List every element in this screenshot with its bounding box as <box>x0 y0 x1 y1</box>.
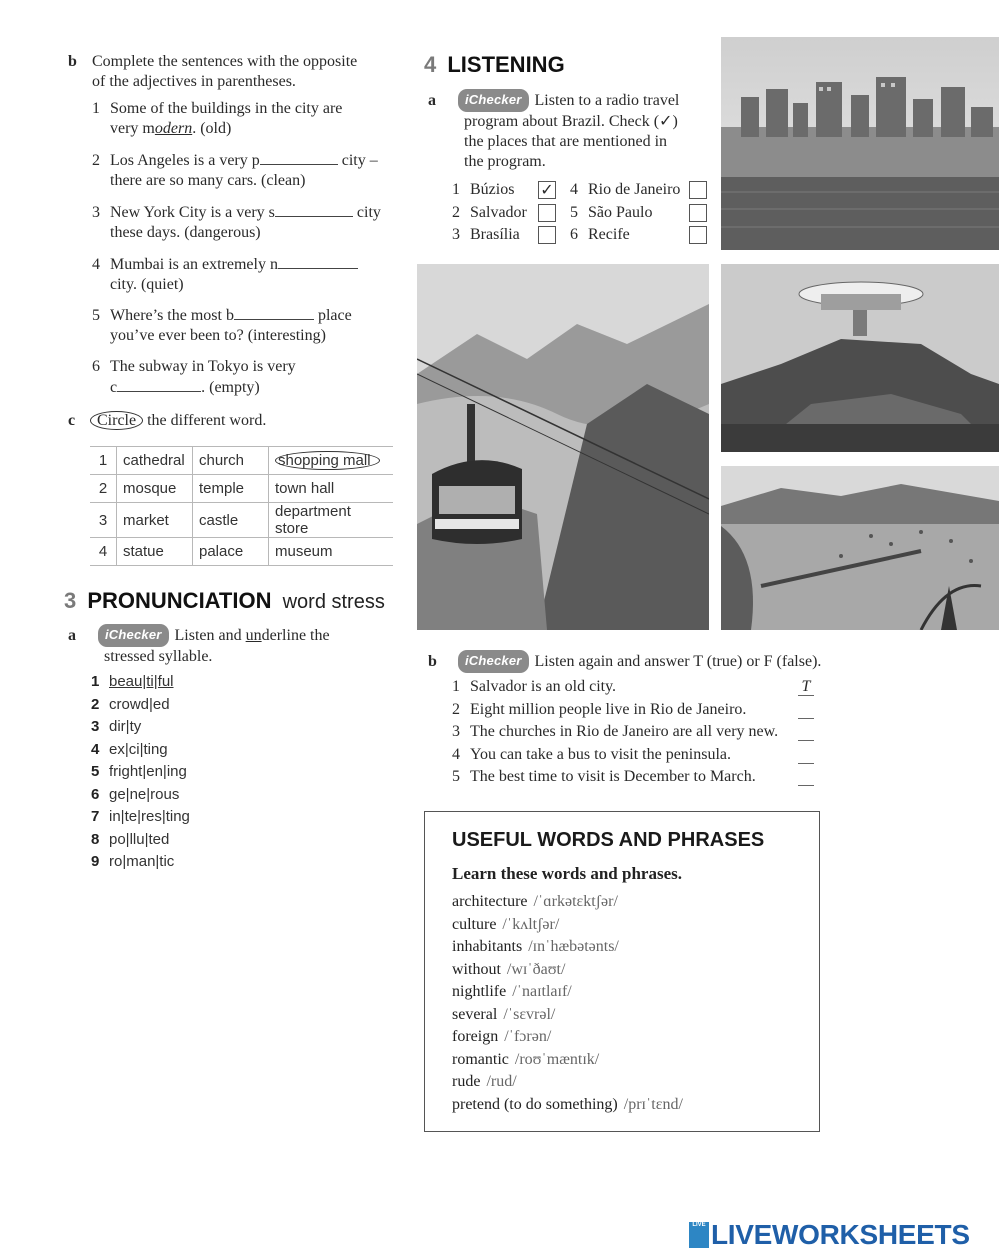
item-number: 2 <box>92 152 100 169</box>
vocab-word: architecture <box>452 893 528 910</box>
word-syllables[interactable]: ge|ne|rous <box>109 785 180 803</box>
row-number: 3 <box>90 503 117 538</box>
item-number: 5 <box>91 763 100 780</box>
answer-field[interactable] <box>798 701 814 719</box>
list-item <box>92 202 402 254</box>
list-item <box>91 739 291 762</box>
word-option[interactable] <box>269 447 394 475</box>
exercise-label: a <box>428 92 436 109</box>
vocab-item <box>452 1004 812 1027</box>
item-number: 2 <box>452 203 460 221</box>
item-text: Mumbai is an extremely n <box>110 256 278 273</box>
word-syllables[interactable]: fright|en|ing <box>109 763 187 780</box>
item-text: city <box>352 204 381 221</box>
vocab-item <box>452 981 812 1004</box>
vocab-item <box>452 891 812 914</box>
item-text: The churches in Rio de Janeiro are all very new. <box>470 723 779 740</box>
answer-field[interactable] <box>798 723 814 741</box>
list-item <box>452 766 822 789</box>
section-heading-listening <box>424 52 565 78</box>
vocab-word: romantic <box>452 1050 509 1068</box>
listening-b <box>428 650 868 673</box>
vocab-item <box>452 936 812 959</box>
place-name: Búzios <box>470 181 515 198</box>
exercise-b <box>68 52 398 92</box>
word-syllables[interactable]: ex|ci|ting <box>109 740 168 758</box>
exercise-label: c <box>68 412 76 429</box>
table-row <box>90 538 393 566</box>
answer-field[interactable] <box>260 150 338 165</box>
item-number: 4 <box>452 745 460 763</box>
vocab-word: rude <box>452 1073 481 1090</box>
box-subtitle: Learn these words and phrases. <box>452 864 682 883</box>
item-text: you’ve ever been to? (interesting) <box>110 327 326 344</box>
instruction: of the adjectives in parentheses. <box>92 73 296 90</box>
item-text: You can take a bus to visit the peninsula. <box>470 745 732 763</box>
ichecker-icon[interactable]: iChecker <box>458 650 529 673</box>
logo-badge-icon: LIVE <box>689 1222 709 1248</box>
item-text: very m <box>110 120 155 137</box>
checkbox[interactable] <box>689 181 707 199</box>
item-text: The best time to visit is December to March. <box>470 768 756 785</box>
list-item <box>91 671 291 694</box>
word-option[interactable]: palace <box>193 538 269 566</box>
word-option[interactable]: market <box>117 503 193 538</box>
word-option[interactable]: castle <box>193 503 269 538</box>
instruction: un <box>245 627 262 644</box>
instruction: derline the <box>261 627 330 644</box>
item-text: Eight million people live in Rio de Janeiro. <box>470 700 747 718</box>
listening-a <box>428 89 718 172</box>
place-name: Salvador <box>470 203 527 221</box>
pronunciation-a <box>68 624 398 667</box>
place-name: Brasília <box>470 226 520 243</box>
item-text: New York City is a very s <box>110 204 275 221</box>
vocab-ipa: /prɪˈtɛnd/ <box>623 1095 683 1113</box>
item-number: 6 <box>91 785 100 803</box>
item-number: 1 <box>91 673 100 690</box>
item-number: 6 <box>92 358 100 375</box>
buzios-bay-photo <box>721 466 999 630</box>
item-text: Some of the buildings in the city are <box>110 100 343 117</box>
item-text: there are so many cars. (clean) <box>110 172 306 189</box>
list-item <box>91 806 291 829</box>
vocab-ipa: /ɪnˈhæbətənts/ <box>528 938 619 955</box>
item-number: 4 <box>570 181 578 198</box>
word-option[interactable]: church <box>193 447 269 475</box>
word-option[interactable]: temple <box>193 475 269 503</box>
vocab-item <box>452 959 812 982</box>
word-option[interactable]: museum <box>269 538 394 566</box>
instruction: the program. <box>464 153 546 170</box>
answer-field[interactable] <box>234 305 314 320</box>
places-checklist <box>452 179 717 247</box>
section-title: LISTENING <box>447 52 565 77</box>
item-text: city – <box>337 152 378 169</box>
ichecker-icon[interactable]: iChecker <box>98 624 169 647</box>
word-table <box>90 446 393 566</box>
item-text: Los Angeles is a very p <box>110 152 260 169</box>
word-syllables[interactable]: beau|ti|ful <box>109 673 174 690</box>
word-syllables[interactable]: dir|ty <box>109 718 142 735</box>
vocab-word: without <box>452 960 501 978</box>
item-number: 7 <box>91 808 100 825</box>
item-text: these days. (dangerous) <box>110 224 261 241</box>
vocab-list <box>452 891 812 1116</box>
item-number: 3 <box>92 204 100 221</box>
word-option[interactable]: statue <box>117 538 193 566</box>
vocab-ipa: /roʊˈmæntɪk/ <box>514 1050 600 1068</box>
item-number: 8 <box>91 830 100 848</box>
circled-answer: shopping mall <box>275 451 380 470</box>
checkbox[interactable] <box>689 204 707 222</box>
word-stress-list <box>91 671 291 874</box>
list-item <box>92 150 402 202</box>
checkbox[interactable] <box>689 226 707 244</box>
list-item <box>92 254 402 305</box>
vocab-word: nightlife <box>452 983 507 1000</box>
useful-words-box <box>424 811 820 1132</box>
answer-field[interactable] <box>798 768 814 786</box>
list-item <box>452 744 822 767</box>
vocab-ipa: /ˈɑrkətɛktʃər/ <box>533 893 618 910</box>
section-title: PRONUNCIATION <box>87 588 272 613</box>
item-number: 5 <box>92 307 100 324</box>
item-number: 1 <box>452 181 460 198</box>
salvador-photo <box>721 37 999 250</box>
item-text: Where’s the most b <box>110 307 234 324</box>
instruction: Listen and <box>174 627 246 644</box>
item-text: . (old) <box>192 120 232 137</box>
list-item <box>92 99 402 150</box>
word-syllables[interactable]: crowd|ed <box>109 695 170 713</box>
exercise-c <box>68 411 398 431</box>
list-item <box>452 202 717 225</box>
exercise-label: a <box>68 627 76 644</box>
vocab-ipa: /ˈfɔrən/ <box>504 1028 552 1045</box>
instruction: program about Brazil. Check (✓) <box>464 113 678 130</box>
section-number: 3 <box>64 588 77 613</box>
instruction: the different word. <box>143 412 267 429</box>
vocab-word: several <box>452 1005 498 1023</box>
logo-text: LIVEWORKSHEETS <box>711 1219 970 1250</box>
place-name: Rio de Janeiro <box>588 181 681 198</box>
item-number: 4 <box>92 256 100 273</box>
vocab-word: inhabitants <box>452 938 523 955</box>
answer-field[interactable]: odern <box>154 120 193 137</box>
word-option[interactable]: cathedral <box>117 447 193 475</box>
table-row <box>90 475 393 503</box>
item-number: 6 <box>570 226 578 243</box>
exercise-b-items <box>92 99 402 407</box>
vocab-ipa: /ˈnaɪtlaɪf/ <box>512 983 572 1000</box>
item-number: 2 <box>452 700 460 718</box>
checkbox[interactable] <box>538 204 556 222</box>
item-number: 9 <box>91 853 100 870</box>
vocab-ipa: /wɪˈðaʊt/ <box>506 960 566 978</box>
list-item <box>91 761 291 784</box>
item-text: c <box>110 379 118 396</box>
word-syllables[interactable]: po|llu|ted <box>109 830 170 848</box>
item-number: 3 <box>452 723 460 740</box>
answer-field[interactable] <box>278 254 358 269</box>
section-heading-pronunciation <box>64 588 385 614</box>
word-option[interactable]: town hall <box>269 475 394 503</box>
row-number: 2 <box>90 475 117 503</box>
item-number: 2 <box>91 695 100 713</box>
answer-field[interactable]: T <box>798 678 814 696</box>
item-text: Salvador is an old city. <box>470 678 617 695</box>
answer-field[interactable] <box>275 202 353 217</box>
liveworksheets-logo[interactable] <box>689 1219 970 1251</box>
list-item <box>91 851 291 874</box>
list-item <box>92 357 402 407</box>
word-option[interactable]: mosque <box>117 475 193 503</box>
true-false-list <box>452 676 822 789</box>
word-option[interactable]: department store <box>269 503 394 538</box>
answer-field[interactable] <box>117 377 201 392</box>
word-syllables[interactable]: ro|man|tic <box>109 853 175 870</box>
instruction: Circle <box>90 411 143 430</box>
list-item <box>452 676 822 699</box>
item-text: place <box>313 307 352 324</box>
niteroi-museum-photo <box>721 264 999 452</box>
vocab-item <box>452 1071 812 1094</box>
list-item <box>91 716 291 739</box>
item-number: 3 <box>91 718 100 735</box>
list-item <box>452 224 717 247</box>
row-number: 1 <box>90 447 117 475</box>
instruction: stressed syllable. <box>104 648 213 665</box>
table-row <box>90 447 393 475</box>
instruction: Listen to a radio travel <box>534 92 680 109</box>
vocab-item <box>452 914 812 937</box>
checkbox[interactable]: ✓ <box>538 181 556 199</box>
list-item <box>452 179 717 202</box>
answer-field[interactable] <box>798 746 814 764</box>
list-item <box>92 305 402 357</box>
list-item <box>452 721 822 744</box>
list-item <box>91 784 291 807</box>
instruction: the places that are mentioned in <box>464 133 668 150</box>
instruction: Listen again and answer T (true) or F (false). <box>534 653 822 670</box>
exercise-label: b <box>68 53 77 70</box>
vocab-ipa: /rud/ <box>486 1073 517 1090</box>
vocab-word: foreign <box>452 1028 499 1045</box>
item-text: The subway in Tokyo is very <box>110 358 296 375</box>
item-text: city. (quiet) <box>110 276 184 293</box>
list-item <box>91 829 291 852</box>
vocab-ipa: /ˈsɛvrəl/ <box>503 1005 556 1023</box>
item-number: 4 <box>91 740 100 758</box>
vocab-item <box>452 1049 812 1072</box>
item-text: . (empty) <box>201 379 260 396</box>
ichecker-icon[interactable]: iChecker <box>458 89 529 112</box>
section-number: 4 <box>424 52 437 77</box>
item-number: 1 <box>452 678 460 695</box>
item-number: 5 <box>452 768 460 785</box>
vocab-item <box>452 1026 812 1049</box>
item-number: 1 <box>92 100 100 117</box>
box-title: USEFUL WORDS AND PHRASES <box>452 829 765 851</box>
place-name: Recife <box>588 226 630 243</box>
rio-cable-car-photo <box>417 264 709 630</box>
vocab-item <box>452 1094 812 1117</box>
table-row <box>90 503 393 538</box>
word-syllables[interactable]: in|te|res|ting <box>109 808 190 825</box>
item-number: 3 <box>452 226 460 243</box>
instruction: Complete the sentences with the opposite <box>92 53 358 70</box>
place-name: São Paulo <box>588 203 653 221</box>
list-item <box>452 699 822 722</box>
vocab-ipa: /ˈkʌltʃər/ <box>502 915 560 933</box>
exercise-label: b <box>428 653 437 670</box>
item-number: 5 <box>570 203 578 221</box>
section-subtitle: word stress <box>282 591 385 613</box>
vocab-word: pretend (to do something) <box>452 1095 618 1113</box>
list-item <box>91 694 291 717</box>
checkbox[interactable] <box>538 226 556 244</box>
row-number: 4 <box>90 538 117 566</box>
vocab-word: culture <box>452 915 497 933</box>
